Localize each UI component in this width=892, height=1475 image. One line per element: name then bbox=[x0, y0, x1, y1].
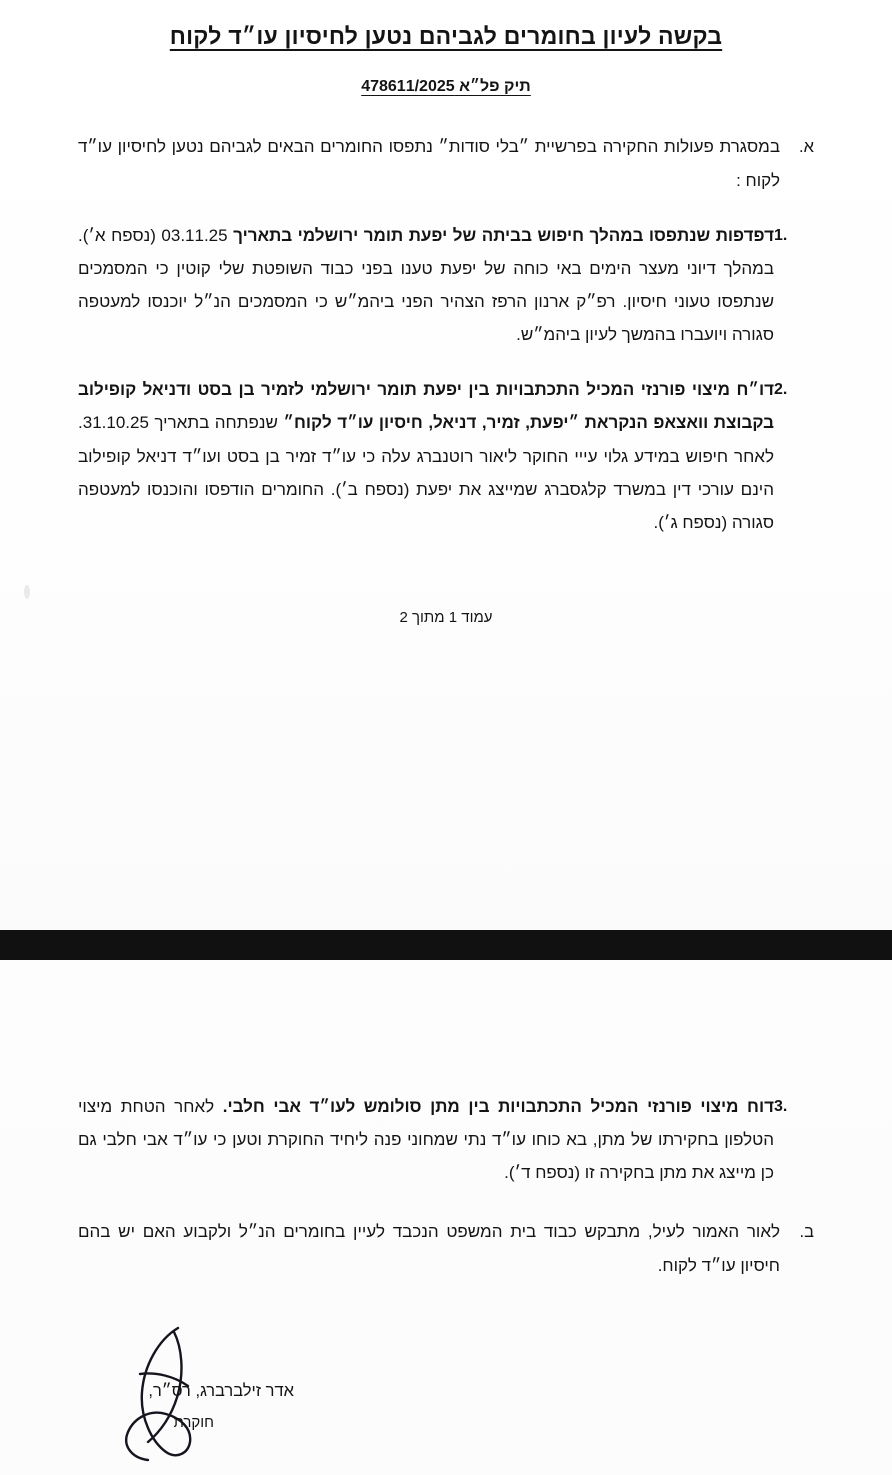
list-item-1-body bbox=[78, 219, 774, 352]
signature-name: אדר זילברברג, רס״ר, bbox=[148, 1381, 294, 1400]
section-a bbox=[78, 130, 814, 196]
document-page-2 bbox=[0, 960, 892, 1475]
list-item-3-lead: דוח מיצוי פורנזי המכיל התכתבויות בין מתן סולומש לעו״ד אבי חלבי. bbox=[222, 1097, 774, 1116]
page-footer: עמוד 1 מתוך 2 bbox=[399, 608, 493, 626]
list-item-1-text: 03.11.25 (נספח א׳). במהלך דיוני מעצר הימים באי כוחה של יפעת טענו בפני כבוד השופטת שלי קוטין כי המסמכים שנתפסו טעוני חיסיון. רפ״ק ארנון הרפז הצהיר הפני ביהמ״ש כי המסמכים הנ״ל יוכנסו למעטפה סגורה ויועברו בהמשך לעיון ביהמ״ש. bbox=[78, 225, 774, 345]
list-item-2-marker: 2. bbox=[774, 381, 788, 399]
list-item-2-lead: דו״ח מיצוי פורנזי המכיל התכתבויות בין יפעת תומר ירושלמי לזמיר בן בסט ודניאל קופילוב בקבוצת וואצאפ הנקראת ״יפעת, זמיר, דניאל, חיסיון עו״ד לקוח״ bbox=[78, 380, 774, 433]
signature-block bbox=[78, 1322, 814, 1452]
list-item-3-body bbox=[78, 1090, 774, 1189]
list-item-3-text: לאחר הטחת מיצוי הטלפון בחקירתו של מתן, בא כוחו עו״ד נתי שמחוני פנה ליחיד החוקרת וטען כי עו״ד אבי חלבי גם כן מייצג את מתן בחקירה זו (נספח ד׳). bbox=[78, 1097, 774, 1183]
section-b-text: לאור האמור לעיל, מתבקש כבוד בית המשפט הנכבד לעיין בחומרים הנ״ל ולקבוע האם יש בהם חיסיון עו״ד לקוח. bbox=[78, 1222, 780, 1275]
list-item-2-text: שנפתחה בתאריך 31.10.25. לאחר חיפוש במידע גלוי עייי החוקר ליאור רוטנברג עלה כי עו״ד זמיר בן בסט ועו״ד דניאל קופילוב הינם עורכי דין במשרד קלגסברג שמייצג את יפעת (נספח ב׳). החומרים הודפסו והוכנסו למעטפה סגורה (נספח ג׳). bbox=[78, 413, 774, 532]
section-a-marker: א. bbox=[799, 138, 814, 157]
signature-role: חוקרת bbox=[173, 1413, 214, 1431]
list-item-3-marker: 3. bbox=[774, 1098, 788, 1115]
section-b-marker: ב. bbox=[799, 1223, 814, 1242]
section-a-text: במסגרת פעולות החקירה בפרשיית ״בלי סודות״ נתפסו החומרים הבאים לגביהם נטען לחיסיון עו״ד לקוח : bbox=[78, 137, 780, 190]
section-b bbox=[78, 1215, 814, 1281]
case-number: תיק פל״א 478611/2025 bbox=[361, 78, 531, 96]
list-item-2 bbox=[78, 373, 814, 539]
list-item-3 bbox=[78, 1090, 814, 1189]
list-item-1-marker: 1. bbox=[774, 226, 788, 244]
list-item-2-body bbox=[78, 373, 774, 539]
scan-speck bbox=[24, 585, 30, 599]
page-title: בקשה לעיון בחומרים לגביהם נטען לחיסיון עו״ד לקוח bbox=[169, 23, 723, 50]
list-item-1 bbox=[78, 219, 814, 352]
scan-separator bbox=[0, 930, 892, 960]
list-item-1-lead: דפדפות שנתפסו במהלך חיפוש בביתה של יפעת תומר ירושלמי בתאריך bbox=[233, 225, 774, 245]
